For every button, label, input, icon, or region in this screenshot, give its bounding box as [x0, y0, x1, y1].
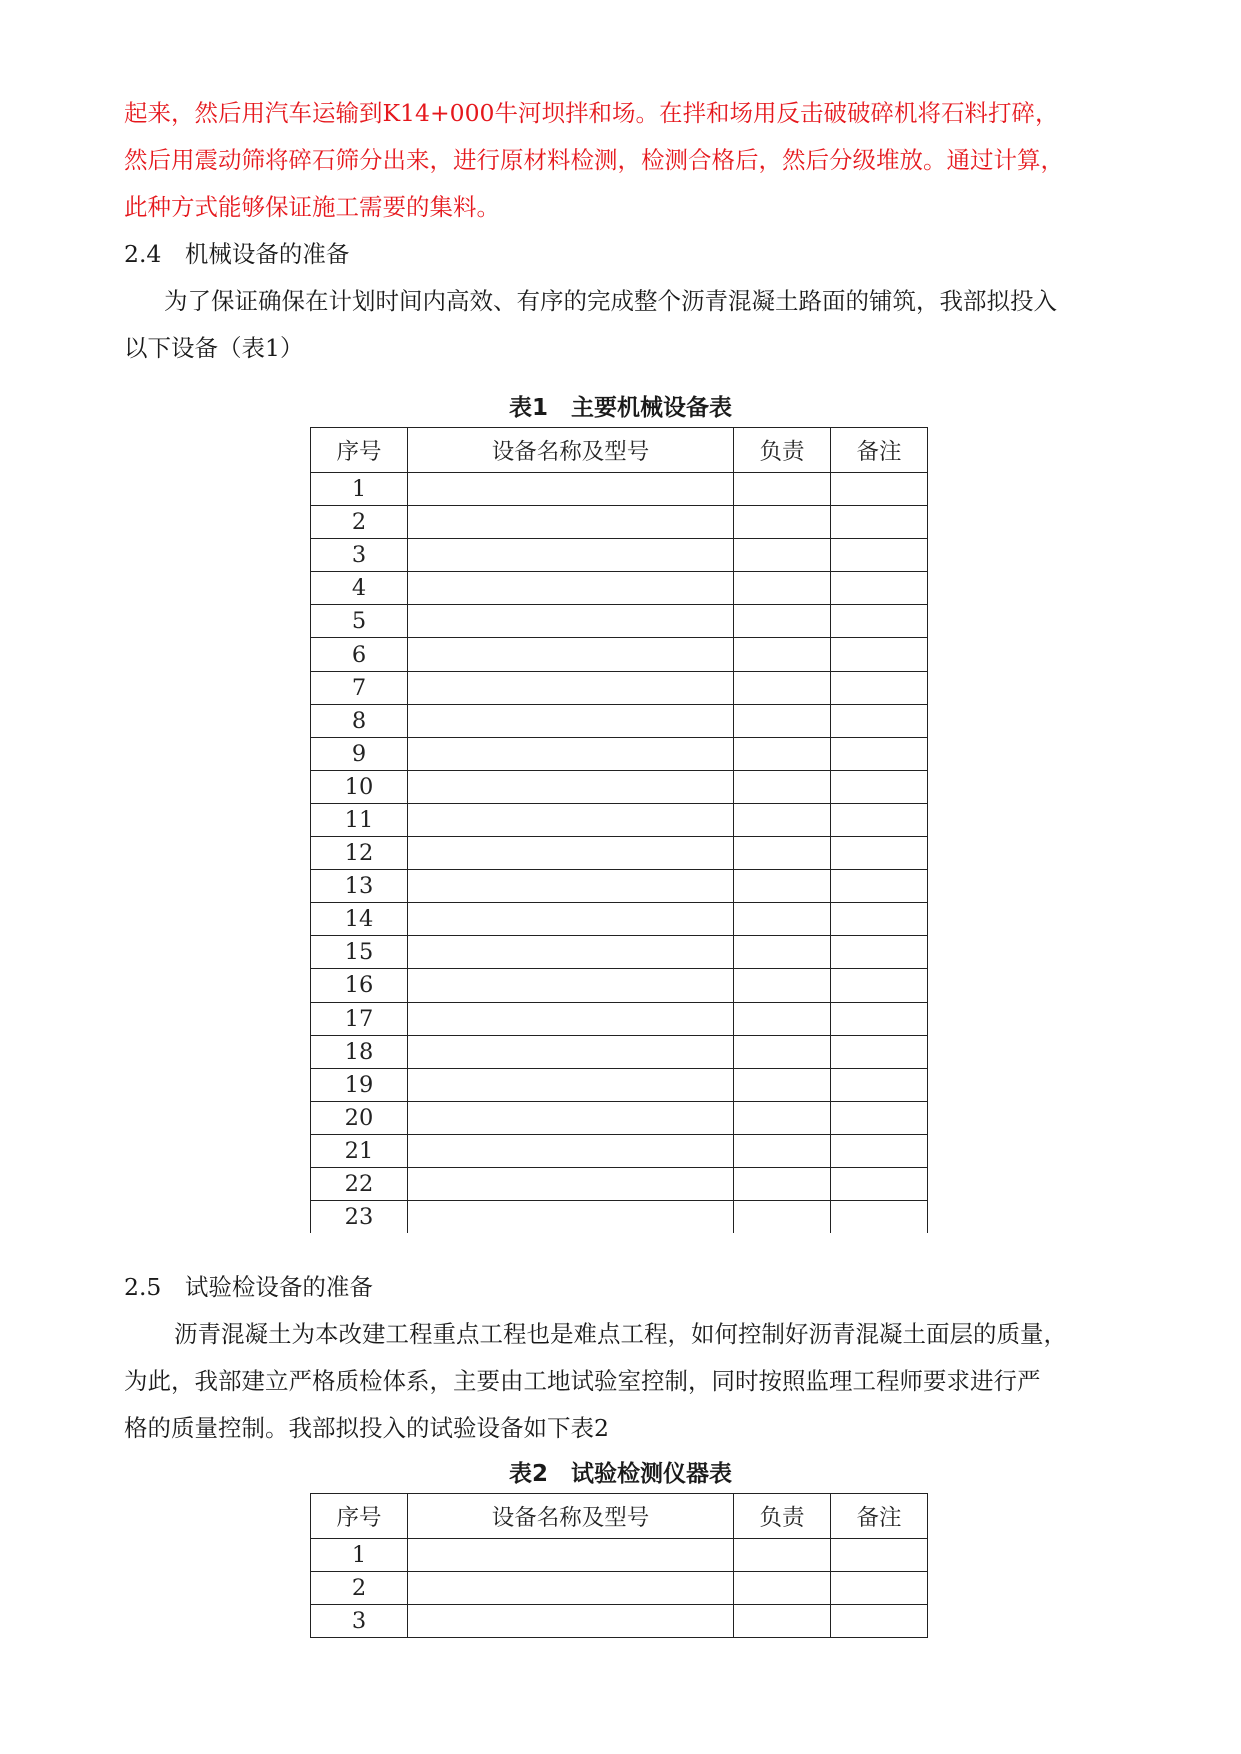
table-row: [311, 704, 928, 737]
cell-seq: 18: [311, 1035, 408, 1068]
section-2-5-para-line-1: 沥青混凝土为本改建工程重点工程也是难点工程，如何控制好沥青混凝土面层的质量，: [174, 1320, 1067, 1348]
cell-owner: [734, 539, 831, 572]
cell-seq: 9: [311, 737, 408, 770]
cell-name-model: [408, 770, 734, 803]
equipment-table: [310, 427, 928, 1233]
test-instrument-table: [310, 1493, 928, 1638]
cell-owner: [734, 671, 831, 704]
cell-seq: 7: [311, 671, 408, 704]
table-row: [311, 870, 928, 903]
table-row: [311, 770, 928, 803]
table-row: [311, 803, 928, 836]
cell-remarks: [831, 605, 928, 638]
table-row: [311, 506, 928, 539]
header-owner: 负责: [734, 428, 831, 473]
cell-seq: 2: [311, 506, 408, 539]
cell-remarks: [831, 1167, 928, 1200]
cell-remarks: [831, 1201, 928, 1234]
table-row: [311, 473, 928, 506]
cell-remarks: [831, 572, 928, 605]
table-row: [311, 1201, 928, 1234]
test-instrument-table-body: [311, 1539, 928, 1638]
cell-owner: [734, 1605, 831, 1638]
table-row: [311, 605, 928, 638]
cell-seq: 6: [311, 638, 408, 671]
cell-name-model: [408, 704, 734, 737]
cell-remarks: [831, 737, 928, 770]
section-2-4-heading: 2.4 机械设备的准备: [124, 240, 350, 268]
cell-seq: 8: [311, 704, 408, 737]
cell-owner: [734, 605, 831, 638]
cell-seq: 16: [311, 969, 408, 1002]
cell-owner: [734, 1101, 831, 1134]
cell-name-model: [408, 1572, 734, 1605]
cell-owner: [734, 1539, 831, 1572]
cell-seq: 17: [311, 1002, 408, 1035]
cell-name-model: [408, 1002, 734, 1035]
cell-remarks: [831, 770, 928, 803]
cell-name-model: [408, 1101, 734, 1134]
intro-line-1: 起来，然后用汽车运输到K14+000牛河坝拌和场。在拌和场用反击破破碎机将石料打碎，: [124, 99, 1059, 127]
cell-owner: [734, 1134, 831, 1167]
cell-remarks: [831, 704, 928, 737]
table-row: [311, 936, 928, 969]
cell-name-model: [408, 969, 734, 1002]
cell-owner: [734, 1002, 831, 1035]
table-row: [311, 1134, 928, 1167]
cell-owner: [734, 837, 831, 870]
section-2-5-heading: 2.5 试验检设备的准备: [124, 1273, 373, 1301]
table-row: [311, 837, 928, 870]
cell-remarks: [831, 803, 928, 836]
cell-seq: 13: [311, 870, 408, 903]
cell-owner: [734, 638, 831, 671]
table-row: [311, 671, 928, 704]
cell-name-model: [408, 605, 734, 638]
cell-seq: 23: [311, 1201, 408, 1234]
header-remarks: 备注: [831, 1494, 928, 1539]
cell-remarks: [831, 1101, 928, 1134]
cell-name-model: [408, 539, 734, 572]
table-row: [311, 572, 928, 605]
cell-name-model: [408, 506, 734, 539]
header-seq: 序号: [311, 428, 408, 473]
cell-remarks: [831, 870, 928, 903]
cell-owner: [734, 1167, 831, 1200]
cell-seq: 4: [311, 572, 408, 605]
table-row: [311, 737, 928, 770]
cell-seq: 12: [311, 837, 408, 870]
cell-seq: 5: [311, 605, 408, 638]
cell-name-model: [408, 572, 734, 605]
cell-owner: [734, 903, 831, 936]
table-row: [311, 903, 928, 936]
header-name-model: 设备名称及型号: [408, 428, 734, 473]
section-2-5-para-line-3: 格的质量控制。我部拟投入的试验设备如下表2: [124, 1414, 609, 1442]
table-row: [311, 1167, 928, 1200]
cell-remarks: [831, 671, 928, 704]
cell-owner: [734, 737, 831, 770]
cell-remarks: [831, 969, 928, 1002]
cell-name-model: [408, 1201, 734, 1234]
table-row: [311, 969, 928, 1002]
cell-name-model: [408, 473, 734, 506]
cell-name-model: [408, 936, 734, 969]
table-header-row: [311, 428, 928, 473]
cell-owner: [734, 969, 831, 1002]
cell-remarks: [831, 1605, 928, 1638]
cell-seq: 14: [311, 903, 408, 936]
cell-remarks: [831, 1134, 928, 1167]
table-1-caption: 表1 主要机械设备表: [508, 395, 732, 421]
section-2-4-para-line-2: 以下设备（表1）: [124, 334, 304, 362]
cell-seq: 3: [311, 539, 408, 572]
section-2-5-para-line-2: 为此，我部建立严格质检体系，主要由工地试验室控制，同时按照监理工程师要求进行严: [124, 1367, 1041, 1395]
cell-name-model: [408, 870, 734, 903]
cell-name-model: [408, 1167, 734, 1200]
cell-name-model: [408, 1068, 734, 1101]
cell-name-model: [408, 671, 734, 704]
cell-remarks: [831, 903, 928, 936]
cell-seq: 3: [311, 1605, 408, 1638]
cell-remarks: [831, 1539, 928, 1572]
intro-line-3: 此种方式能够保证施工需要的集料。: [124, 193, 500, 221]
table-row: [311, 1002, 928, 1035]
cell-remarks: [831, 936, 928, 969]
equipment-table-body: [311, 473, 928, 1234]
cell-remarks: [831, 1572, 928, 1605]
cell-remarks: [831, 1002, 928, 1035]
cell-seq: 20: [311, 1101, 408, 1134]
cell-owner: [734, 803, 831, 836]
cell-seq: 19: [311, 1068, 408, 1101]
table-row: [311, 1572, 928, 1605]
table-header-row: [311, 1494, 928, 1539]
cell-seq: 15: [311, 936, 408, 969]
table-row: [311, 1035, 928, 1068]
cell-name-model: [408, 1134, 734, 1167]
cell-remarks: [831, 1035, 928, 1068]
table-2-caption: 表2 试验检测仪器表: [508, 1461, 732, 1487]
cell-owner: [734, 936, 831, 969]
table-row: [311, 1101, 928, 1134]
cell-name-model: [408, 1605, 734, 1638]
table-row: [311, 638, 928, 671]
table-row: [311, 1605, 928, 1638]
cell-owner: [734, 1068, 831, 1101]
cell-owner: [734, 1572, 831, 1605]
cell-name-model: [408, 1539, 734, 1572]
section-2-4-para-line-1: 为了保证确保在计划时间内高效、有序的完成整个沥青混凝土路面的铺筑，我部拟投入: [164, 287, 1057, 315]
header-seq: 序号: [311, 1494, 408, 1539]
cell-name-model: [408, 1035, 734, 1068]
cell-seq: 22: [311, 1167, 408, 1200]
cell-seq: 1: [311, 1539, 408, 1572]
cell-name-model: [408, 837, 734, 870]
cell-seq: 21: [311, 1134, 408, 1167]
cell-owner: [734, 704, 831, 737]
cell-remarks: [831, 539, 928, 572]
header-name-model: 设备名称及型号: [408, 1494, 734, 1539]
table-row: [311, 1539, 928, 1572]
cell-remarks: [831, 473, 928, 506]
cell-owner: [734, 1035, 831, 1068]
cell-remarks: [831, 1068, 928, 1101]
cell-name-model: [408, 638, 734, 671]
cell-owner: [734, 473, 831, 506]
cell-remarks: [831, 506, 928, 539]
cell-seq: 1: [311, 473, 408, 506]
table-row: [311, 1068, 928, 1101]
cell-owner: [734, 1201, 831, 1234]
cell-owner: [734, 870, 831, 903]
intro-line-2: 然后用震动筛将碎石筛分出来，进行原材料检测，检测合格后，然后分级堆放。通过计算，: [124, 146, 1064, 174]
header-remarks: 备注: [831, 428, 928, 473]
cell-seq: 10: [311, 770, 408, 803]
cell-owner: [734, 770, 831, 803]
cell-owner: [734, 572, 831, 605]
cell-name-model: [408, 803, 734, 836]
cell-name-model: [408, 903, 734, 936]
table-row: [311, 539, 928, 572]
cell-remarks: [831, 638, 928, 671]
header-owner: 负责: [734, 1494, 831, 1539]
cell-seq: 11: [311, 803, 408, 836]
cell-seq: 2: [311, 1572, 408, 1605]
cell-owner: [734, 506, 831, 539]
cell-name-model: [408, 737, 734, 770]
cell-remarks: [831, 837, 928, 870]
